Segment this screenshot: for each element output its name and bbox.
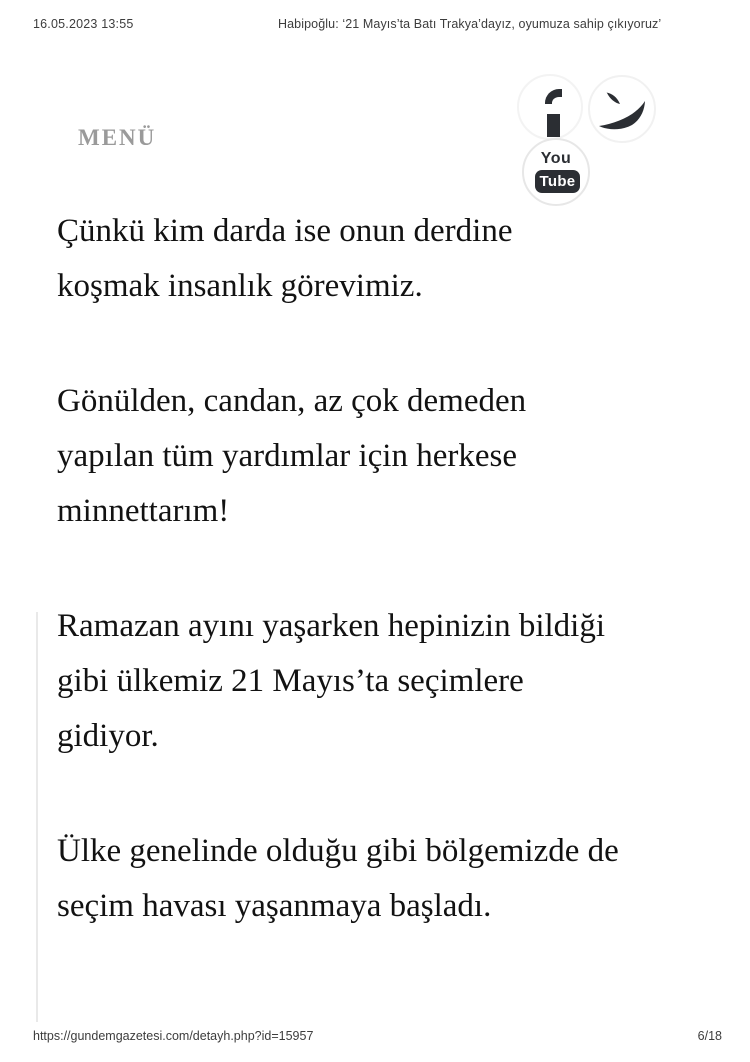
facebook-icon-stem [547, 114, 560, 137]
article-line: gidiyor. [57, 718, 159, 754]
article-line: yapılan tüm yardımlar için herkese [57, 438, 518, 474]
menu-button[interactable]: MENÜ [78, 125, 157, 150]
article-line: Çünkü kim darda ise onun derdine [57, 213, 513, 249]
article-paragraph [57, 374, 722, 539]
article-line: minnettarım! [57, 493, 230, 529]
youtube-icon-badge: Tube [535, 170, 580, 193]
article-body [57, 204, 722, 994]
article-line: gibi ülkemiz 21 Mayıs’ta seçimlere [57, 663, 524, 699]
print-header-timestamp: 16.05.2023 13:55 [33, 17, 134, 31]
print-footer-url: https://gundemgazetesi.com/detayh.php?id=15957 [33, 1029, 314, 1043]
article-line: koşmak insanlık görevimiz. [57, 268, 423, 304]
article-line: Ramazan ayını yaşarken hepinizin bildiği [57, 608, 605, 644]
twitter-link[interactable] [588, 75, 656, 143]
facebook-link[interactable] [517, 74, 583, 140]
print-footer-page-indicator: 6/18 [697, 1029, 722, 1043]
twitter-bird-icon [590, 77, 658, 145]
youtube-icon: You [540, 150, 572, 167]
article-paragraph [57, 599, 722, 764]
article-line: seçim havası yaşanmaya başladı. [57, 888, 492, 924]
print-header-title: Habipoğlu: ‘21 Mayıs’ta Batı Trakya’dayız, oyumuza sahip çıkıyoruz’ [278, 17, 662, 31]
article-paragraph [57, 204, 722, 314]
left-border-rule [36, 612, 38, 1022]
article-paragraph [57, 824, 722, 934]
youtube-link[interactable] [522, 138, 590, 206]
facebook-icon [545, 89, 562, 104]
article-line: Ülke genelinde olduğu gibi bölgemizde de [57, 833, 619, 869]
article-line: Gönülden, candan, az çok demeden [57, 383, 527, 419]
